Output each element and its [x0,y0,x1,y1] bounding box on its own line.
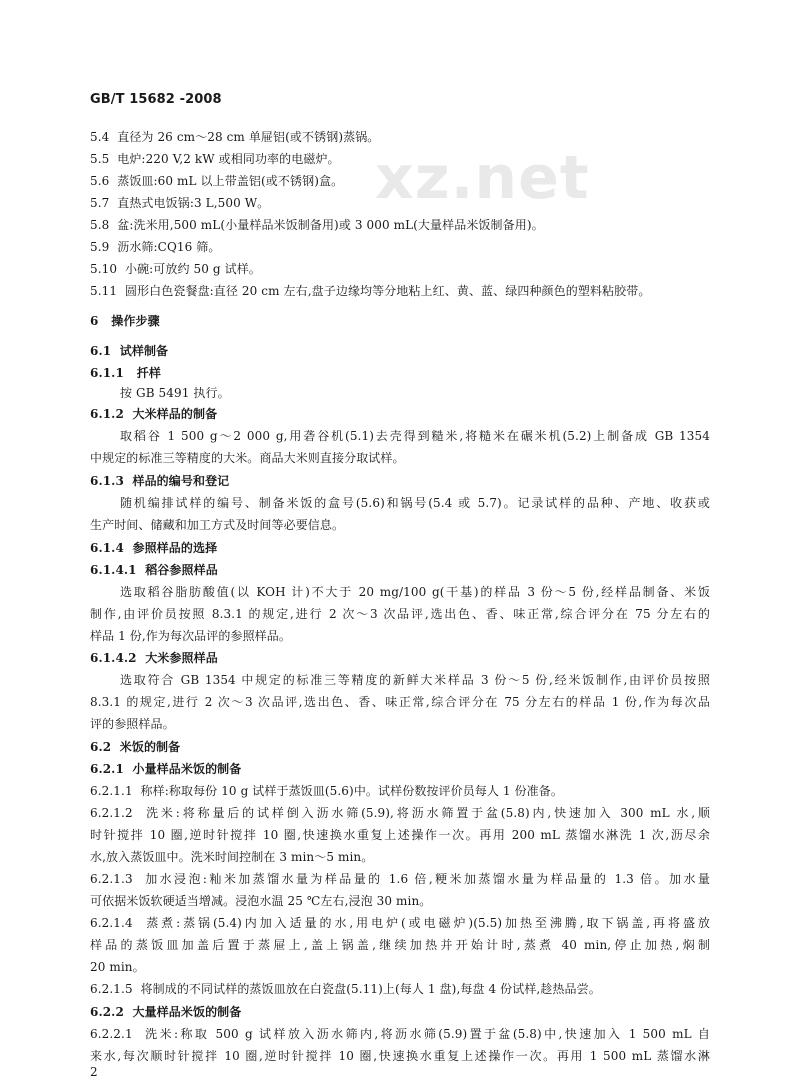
equipment-item: 5.5 电炉:220 V,2 kW 或相同功率的电磁炉。 [90,152,340,166]
clause-heading: 6.1.4.1 稻谷参照样品 [90,563,218,577]
clause-body-line: 生产时间、储藏和加工方式及时间等必要信息。 [90,518,345,532]
equipment-item: 5.8 盆:洗米用,500 mL(小量样品米饭制备用)或 3 000 mL(大量样品米饭制备用)。 [90,218,544,232]
clause-body-line: 6.2.1.3 加水浸泡:籼米加蒸馏水量为样品量的 1.6 倍,粳米加蒸馏水量为样品量的 1.3 倍。加水量 [90,872,710,886]
equipment-item: 5.10 小碗:可放约 50 g 试样。 [90,262,261,276]
clause-heading: 6.2.2 大量样品米饭的制备 [90,1005,242,1019]
clause-body-line: 选取稻谷脂肪酸值(以 KOH 计)不大于 20 mg/100 g(干基)的样品 3 份～5 份,经样品制备、米饭 [120,585,710,599]
clause-body-line: 6.2.1.5 将制成的不同试样的蒸饭皿放在白瓷盘(5.11)上(每人 1 盘),每盘 4 份试样,趁热品尝。 [90,982,601,996]
standard-header: GB/T 15682 -2008 [90,92,222,107]
clause-body: 按 GB 5491 执行。 [120,386,230,400]
clause-body-line: 中规定的标准三等精度的大米。商品大米则直接分取试样。 [90,451,405,465]
equipment-item: 5.6 蒸饭皿:60 mL 以上带盖铝(或不锈钢)盒。 [90,174,344,188]
clause-body-line: 评的参照样品。 [90,717,175,731]
clause-body-line: 8.3.1 的规定,进行 2 次～3 次品评,选出色、香、味正常,综合评分在 75 分左右的样品 1 份,作为每次品 [90,695,710,709]
clause-body-line: 选取符合 GB 1354 中规定的标准三等精度的新鲜大米样品 3 份～5 份,经米饭制作,由评价员按照 [120,673,710,687]
equipment-item: 5.4 直径为 26 cm～28 cm 单屉铝(或不锈钢)蒸锅。 [90,130,380,144]
clause-heading: 6.1.2 大米样品的制备 [90,407,218,421]
clause-body-line: 6.2.2.1 洗米:称取 500 g 试样放入沥水筛内,将沥水筛(5.9)置于盆(5.8)中,快速加入 1 500 mL 自 [90,1027,710,1041]
equipment-item: 5.7 直热式电饭锅:3 L,500 W。 [90,196,270,210]
equipment-item: 5.9 沥水筛:CQ16 筛。 [90,240,221,254]
subsection-heading: 6.2 米饭的制备 [90,740,181,754]
clause-body-line: 样品 1 份,作为每次品评的参照样品。 [90,629,291,643]
clause-body-line: 6.2.1.1 称样:称取每份 10 g 试样于蒸饭皿(5.6)中。试样份数按评价员每人 1 份准备。 [90,784,563,798]
clause-body-line: 水,放入蒸饭皿中。洗米时间控制在 3 min～5 min。 [90,850,374,864]
clause-heading: 6.1.1 扦样 [90,366,161,380]
clause-body-line: 20 min。 [90,960,145,974]
clause-heading: 6.1.4.2 大米参照样品 [90,651,218,665]
clause-body-line: 随机编排试样的编号、制备米饭的盒号(5.6)和锅号(5.4 或 5.7)。记录试样的品种、产地、收获或 [120,496,710,510]
page-number: 2 [90,1065,98,1079]
clause-body-line: 时针搅拌 10 圈,逆时针搅拌 10 圈,快速换水重复上述操作一次。再用 200 mL 蒸馏水淋洗 1 次,沥尽余 [90,828,710,842]
clause-heading: 6.2.1 小量样品米饭的制备 [90,762,242,776]
equipment-item: 5.11 圆形白色瓷餐盘:直径 20 cm 左右,盘子边缘均等分地粘上红、黄、蓝、绿四种颜色的塑料粘胶带。 [90,284,651,298]
clause-body-line: 样品的蒸饭皿加盖后置于蒸屉上,盖上锅盖,继续加热并开始计时,蒸煮 40 min,停止加热,焖制 [90,938,710,952]
clause-body-line: 制作,由评价员按照 8.3.1 的规定,进行 2 次～3 次品评,选出色、香、味正常,综合评分在 75 分左右的 [90,607,710,621]
clause-body-line: 6.2.1.4 蒸煮:蒸锅(5.4)内加入适量的水,用电炉(或电磁炉)(5.5)加热至沸腾,取下锅盖,再将盛放 [90,916,710,930]
clause-heading: 6.1.4 参照样品的选择 [90,541,218,555]
section-heading: 6 操作步骤 [90,314,160,328]
clause-body-line: 6.2.1.2 洗米:将称量后的试样倒入沥水筛(5.9),将沥水筛置于盆(5.8)内,快速加入 300 mL 水,顺 [90,806,710,820]
clause-heading: 6.1.3 样品的编号和登记 [90,474,230,488]
clause-body-line: 来水,每次顺时针搅拌 10 圈,逆时针搅拌 10 圈,快速换水重复上述操作一次。再用 1 500 mL 蒸馏水淋 [90,1049,710,1063]
subsection-heading: 6.1 试样制备 [90,344,169,358]
clause-body-line: 取稻谷 1 500 g～2 000 g,用砻谷机(5.1)去壳得到糙米,将糙米在碾米机(5.2)上制备成 GB 1354 [120,429,710,443]
watermark: xz.net [375,143,590,213]
clause-body-line: 可依据米饭软硬适当增减。浸泡水温 25 ℃左右,浸泡 30 min。 [90,894,432,908]
